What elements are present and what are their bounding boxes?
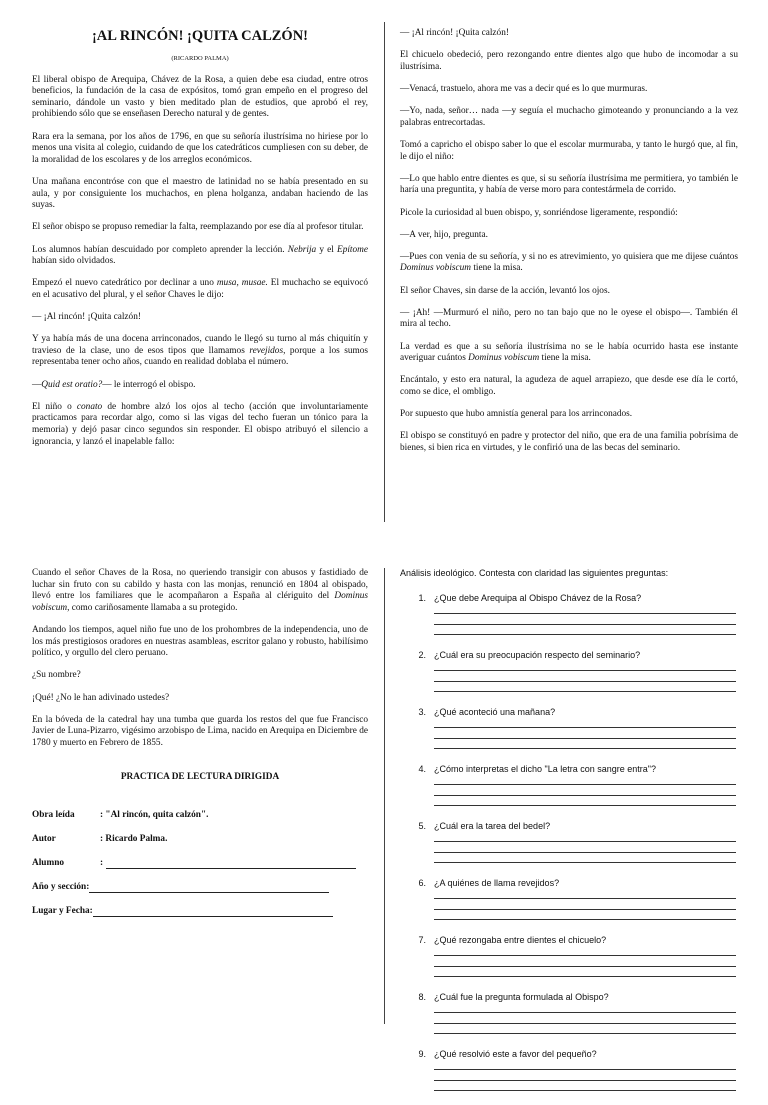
question-heading [400, 1048, 740, 1060]
author-label: Autor [32, 833, 56, 844]
story-column-2 [400, 28, 738, 465]
question-item [400, 1048, 740, 1092]
paragraph: Picole la curiosidad al buen obispo, y, sonriéndose ligeramente, respondió: [400, 207, 678, 218]
story-column-3 [32, 568, 368, 917]
question-heading [400, 649, 740, 661]
answer-line[interactable] [434, 728, 736, 739]
answer-lines [434, 718, 740, 750]
paragraph: Los alumnos habían descuidado por completo aprender la lección. Nebrija y el Epítome habían sido olvidados. [32, 244, 368, 267]
analysis-column [400, 568, 740, 1105]
question-number: 1. [418, 592, 426, 603]
answer-line[interactable] [434, 1081, 736, 1092]
paragraph: —Lo que hablo entre dientes es que, si su señoría ilustrísima me permitiera, yo también le haría una preguntita, y había de verse moro para contestármela de corrido. [400, 173, 738, 196]
answer-line[interactable] [434, 661, 736, 672]
answer-line[interactable] [434, 796, 736, 807]
student-row [32, 845, 368, 869]
paragraph: El señor Chaves, sin darse de la acción, levantó los ojos. [400, 285, 610, 296]
paragraph: Y ya había más de una docena arrinconados, cuando le llegó su turno al más chiquitín y travieso de la clase, uno de esos tipos que llamamos revejidos, porque a los sumos representaba tener ocho años, cuando en realidad doblaba el número. [32, 334, 368, 368]
question-heading [400, 820, 740, 832]
answer-line[interactable] [434, 842, 736, 853]
analysis-heading: Análisis ideológico. Contesta con claridad las siguientes preguntas: [400, 568, 669, 578]
question-number: 5. [418, 820, 426, 831]
question-heading [400, 991, 740, 1003]
question-text: ¿Cuál era su preocupación respecto del seminario? [434, 649, 641, 660]
question-item [400, 763, 740, 807]
paragraph: —A ver, hijo, pregunta. [400, 229, 488, 240]
answer-line[interactable] [434, 739, 736, 750]
answer-line[interactable] [434, 625, 736, 636]
paragraph: —Quid est oratio?— le interrogó el obispo. [32, 379, 196, 390]
paragraph: — ¡Ah! —Murmuró el niño, pero no tan bajo que no le oyese el obispo—. También él mira al techo. [400, 307, 738, 330]
question-number: 9. [418, 1048, 426, 1059]
question-item [400, 934, 740, 978]
paragraph: El liberal obispo de Arequipa, Chávez de la Rosa, a quien debe esa ciudad, entre otros beneficios, la fundación de la casa de expósitos, tomó gran empeño en el progreso del seminario, dándole un vasto y bien meditado plan de estudios, que aprobó el rey, prohibiendo sólo que se enseñasen Derecho natural y de gentes. [32, 74, 368, 120]
paragraph: Cuando el señor Chaves de la Rosa, no queriendo transigir con abusos y fastidiado de luchar sin fruto con su cabildo y hasta con las monjas, renunció en 1804 al obispado, llevó entre los familiares que le acompañaron a España al clériguito del Dominus vobiscum, como cariñosamente llamaba a su protegido. [32, 568, 368, 613]
answer-lines [434, 604, 740, 636]
answer-line[interactable] [434, 1060, 736, 1071]
year-label: Año y sección: [32, 881, 90, 892]
paragraph: Rara era la semana, por los años de 1796, en que su señoría ilustrísima no hiriese por lo menos una visita al colegio, cuidando de que los catedráticos cumpliesen con su deber, de la moralidad de los escolares y de los arreglos económicos. [32, 131, 368, 165]
question-item [400, 877, 740, 921]
answer-lines [434, 1003, 740, 1035]
question-item [400, 649, 740, 693]
paragraph: ¡Qué! ¿No le han adivinado ustedes? [32, 692, 170, 703]
answer-line[interactable] [434, 956, 736, 967]
question-text: ¿Qué resolvió este a favor del pequeño? [434, 1048, 597, 1059]
paragraph: ¿Su nombre? [32, 670, 81, 681]
story-author: (RICARDO PALMA) [171, 54, 229, 62]
question-text: ¿Cuál fue la pregunta formulada al Obispo? [434, 991, 609, 1002]
place-date-field[interactable] [93, 907, 333, 917]
paragraph: —Yo, nada, señor… nada —y seguía el muchacho gimoteando y pronunciando a la vez palabras entrecortadas. [400, 106, 738, 128]
question-number: 4. [418, 763, 426, 774]
story-title: ¡AL RINCÓN! ¡QUITA CALZÓN! [91, 28, 309, 44]
answer-line[interactable] [434, 889, 736, 900]
question-heading [400, 934, 740, 946]
question-number: 2. [418, 649, 426, 660]
answer-lines [434, 775, 740, 807]
paragraph: Por supuesto que hubo amnistía general para los arrinconados. [400, 409, 633, 420]
paragraph: Encántalo, y esto era natural, la agudeza de aquel arrapiezo, que desde ese día le cortó, como se dice, el ombligo. [400, 375, 738, 397]
question-heading [400, 592, 740, 604]
answer-line[interactable] [434, 910, 736, 921]
answer-line[interactable] [434, 1013, 736, 1024]
paragraph: En la bóveda de la catedral hay una tumba que guarda los restos del que fue Francisco Javier de Luna-Pizarro, vigésimo arzobispo de Lima, nacido en Arequipa en Diciembre de 1780 y muerto en Febrero de 1855. [32, 714, 368, 748]
paragraph: La verdad es que a su señoría ilustrísima no se le había ocurrido hasta ese instante averiguar cuántos Dominus vobiscum tiene la misa. [400, 341, 738, 364]
year-row [32, 869, 368, 893]
answer-lines [434, 1060, 740, 1092]
answer-line[interactable] [434, 718, 736, 729]
place-label: Lugar y Fecha: [32, 905, 93, 916]
question-heading [400, 877, 740, 889]
question-text: ¿Qué aconteció una mañana? [434, 706, 556, 717]
student-label: Alumno [32, 857, 65, 868]
question-heading [400, 763, 740, 775]
paragraph: — ¡Al rincón! ¡Quita calzón! [32, 312, 141, 323]
paragraph: — ¡Al rincón! ¡Quita calzón! [400, 28, 509, 38]
paragraph: El niño o conato de hombre alzó los ojos al techo (acción que involuntariamente practicamos para recordar algo, como si las vigas del techo fueran un tónico para la memoria) y dejó pasar cinco segundos sin responder. El obispo atribuyó el silencio a ignorancia, y lanzó el inapelable fallo: [32, 401, 368, 447]
question-text: ¿Que debe Arequipa al Obispo Chávez de la Rosa? [434, 592, 642, 603]
question-text: ¿A quiénes de llama revejidos? [434, 877, 560, 888]
answer-line[interactable] [434, 1003, 736, 1014]
answer-line[interactable] [434, 614, 736, 625]
author-value: : Ricardo Palma. [100, 833, 168, 844]
column-divider-top [384, 22, 385, 522]
question-text: ¿Qué rezongaba entre dientes el chicuelo? [434, 934, 607, 945]
work-row [32, 797, 368, 821]
answer-line[interactable] [434, 671, 736, 682]
student-sep: : [100, 857, 104, 868]
answer-line[interactable] [434, 682, 736, 693]
answer-line[interactable] [434, 785, 736, 796]
question-item [400, 592, 740, 636]
paragraph: Andando los tiempos, aquel niño fue uno de los prohombres de la independencia, uno de los más prestigiosos oradores en nuestras asambleas, escritor galano y robusto, habilísimo político, y orgullo del clero peruano. [32, 624, 368, 659]
answer-lines [434, 889, 740, 921]
question-number: 6. [418, 877, 426, 888]
paragraph: El chicuelo obedeció, pero rezongando entre dientes algo que hubo de incomodar a su ilustrísima. [400, 50, 738, 72]
question-number: 7. [418, 934, 426, 945]
question-item [400, 820, 740, 864]
paragraph: —Pues con venia de su señoría, y si no es atrevimiento, yo quisiera que me dijese cuántos Dominus vobiscum tiene la misa. [400, 251, 738, 274]
question-number: 8. [418, 991, 426, 1002]
paragraph: —Venacá, trastuelo, ahora me vas a decir qué es lo que murmuras. [400, 83, 648, 94]
paragraph: El obispo se constituyó en padre y protector del niño, que era de una familia pobrísima de bienes, si bien rica en virtudes, y le confirió una de las becas del seminario. [400, 431, 738, 453]
answer-lines [434, 832, 740, 864]
year-section-field[interactable] [89, 883, 329, 893]
answer-line[interactable] [434, 1024, 736, 1035]
work-value: : "Al rincón, quita calzón". [100, 809, 209, 820]
question-item [400, 991, 740, 1035]
answer-line[interactable] [434, 946, 736, 957]
place-row [32, 893, 368, 917]
answer-lines [434, 946, 740, 978]
answer-lines [434, 661, 740, 693]
answer-line[interactable] [434, 604, 736, 615]
question-text: ¿Cómo interpretas el dicho "La letra con sangre entra"? [434, 763, 657, 774]
answer-line[interactable] [434, 967, 736, 978]
column-divider-bottom [384, 568, 385, 1024]
question-number: 3. [418, 706, 426, 717]
answer-line[interactable] [434, 832, 736, 843]
practice-title: PRACTICA DE LECTURA DIRIGIDA [120, 771, 280, 782]
question-heading [400, 706, 740, 718]
work-label: Obra leída [32, 809, 75, 820]
paragraph: Empezó el nuevo catedrático por declinar a uno musa, musae. El muchacho se equivocó en el acusativo del plural, y el señor Chaves le dijo: [32, 278, 369, 300]
story-column-1 [32, 28, 368, 459]
answer-line[interactable] [434, 899, 736, 910]
answer-line[interactable] [434, 853, 736, 864]
question-text: ¿Cuál era la tarea del bedel? [434, 820, 551, 831]
paragraph: Tomó a capricho el obispo saber lo que el escolar murmuraba, y tanto le hurgó que, al fin, le dijo el niño: [400, 139, 738, 162]
answer-line[interactable] [434, 1070, 736, 1081]
answer-line[interactable] [434, 775, 736, 786]
paragraph: Una mañana encontróse con que el maestro de latinidad no se había presentado en su aula, y por consiguiente los muchachos, en plena holganza, andaban haciendo de las suyas. [32, 176, 368, 211]
paragraph: El señor obispo se propuso remediar la falta, reemplazando por ese día al profesor titular. [32, 222, 364, 233]
student-field[interactable] [106, 859, 356, 869]
question-item [400, 706, 740, 750]
author-row [32, 821, 368, 845]
